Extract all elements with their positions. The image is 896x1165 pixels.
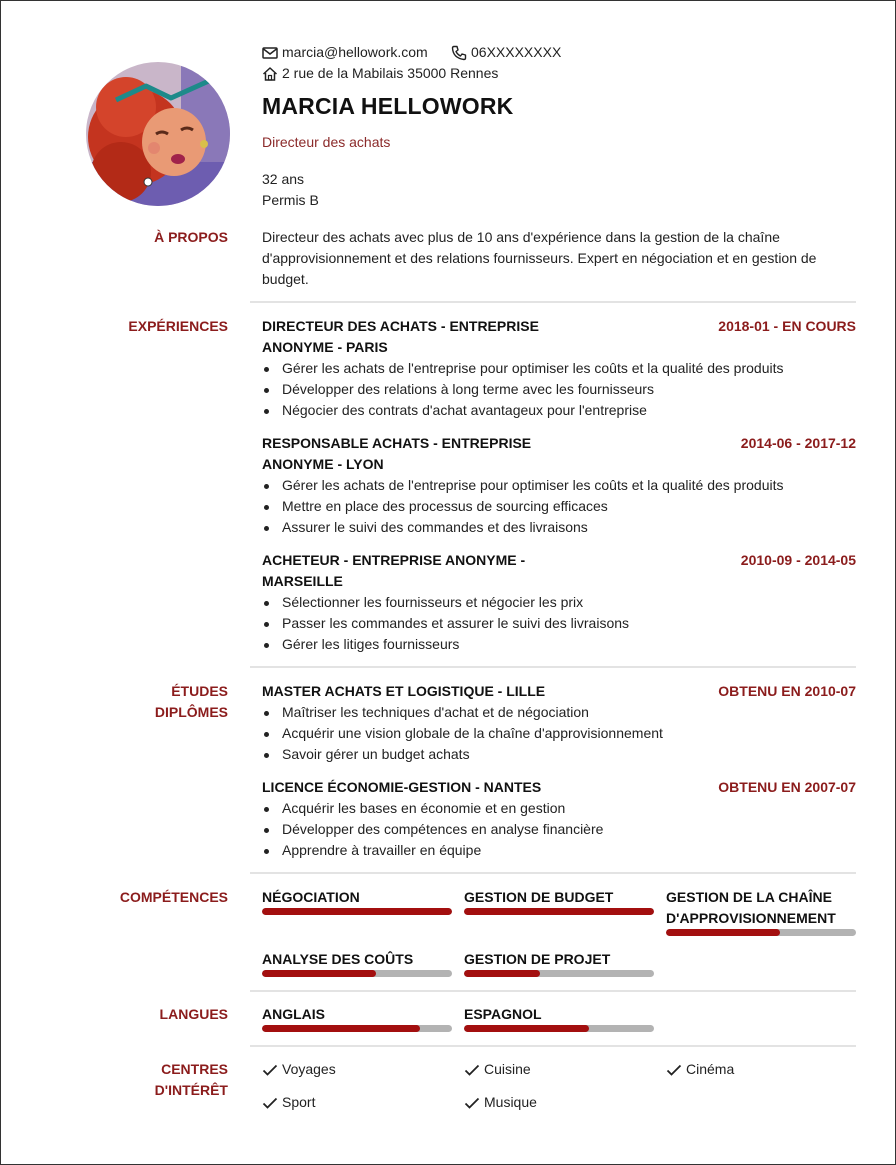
- skill-name-line: D'APPROVISIONNEMENT: [666, 910, 836, 926]
- skill-name: [666, 887, 836, 929]
- education-item: [262, 681, 856, 765]
- language-level-fill: [464, 1025, 589, 1032]
- language-level-fill: [262, 1025, 420, 1032]
- list-item: Mettre en place des processus de sourcing efficaces: [262, 496, 856, 517]
- about-line: d'approvisionnement et des relations fournisseurs. Expert en négociation et en gestion de: [262, 250, 817, 266]
- list-item: Savoir gérer un budget achats: [262, 744, 856, 765]
- avatar: [86, 62, 230, 206]
- section-label-experiences: EXPÉRIENCES: [128, 318, 228, 334]
- education-item: [262, 777, 856, 861]
- divider: [250, 301, 856, 303]
- list-item: Apprendre à travailler en équipe: [262, 840, 856, 861]
- contact-email[interactable]: marcia@hellowork.com: [282, 44, 428, 60]
- about-line: Directeur des achats avec plus de 10 ans d'expérience dans la gestion de la chaîne: [262, 229, 780, 245]
- section-label-skills: COMPÉTENCES: [119, 889, 228, 905]
- section-label-about: À PROPOS: [154, 229, 228, 245]
- experience-title: ANONYME - PARIS: [262, 339, 388, 355]
- skill-name: GESTION DE PROJET: [464, 951, 611, 967]
- experience-tasks: [262, 592, 856, 655]
- section-label-line: DIPLÔMES: [154, 704, 228, 720]
- language-level-bar: [262, 1025, 452, 1032]
- education-date: OBTENU EN 2007-07: [718, 779, 856, 795]
- section-label-line: CENTRES: [161, 1061, 228, 1077]
- list-item: Assurer le suivi des commandes et des livraisons: [262, 517, 856, 538]
- language-name: ANGLAIS: [262, 1006, 325, 1022]
- driving-license: Permis B: [262, 192, 319, 208]
- checkmark-icon: [464, 1063, 480, 1077]
- interest-item: [464, 1059, 531, 1080]
- list-item: Passer les commandes et assurer le suivi des livraisons: [262, 613, 856, 634]
- experience-title: RESPONSABLE ACHATS - ENTREPRISE: [262, 435, 532, 451]
- contact-address-row: [262, 63, 498, 84]
- list-item: Acquérir une vision globale de la chaîne d'approvisionnement: [262, 723, 856, 744]
- list-item: Gérer les achats de l'entreprise pour optimiser les coûts et la qualité des produits: [262, 358, 856, 379]
- skill-name: ANALYSE DES COÛTS: [262, 951, 414, 967]
- skill-name: GESTION DE BUDGET: [464, 889, 614, 905]
- experience-title: ANONYME - LYON: [262, 456, 384, 472]
- age: 32 ans: [262, 171, 305, 187]
- interest-item: [666, 1059, 734, 1080]
- experience-item: [262, 316, 856, 421]
- interest-item: [262, 1092, 315, 1113]
- list-item: Gérer les litiges fournisseurs: [262, 634, 856, 655]
- section-label-languages: LANGUES: [159, 1006, 228, 1022]
- contact-email-row: [262, 42, 428, 63]
- section-label-education: [155, 681, 228, 723]
- skill-level-fill: [464, 970, 540, 977]
- skill-level-fill: [666, 929, 780, 936]
- experience-item: [262, 550, 856, 655]
- skill-level-fill: [262, 908, 452, 915]
- list-item: Acquérir les bases en économie et en gestion: [262, 798, 856, 819]
- about-line: budget.: [262, 271, 309, 287]
- language-name: ESPAGNOL: [464, 1006, 542, 1022]
- skill-level-bar: [262, 970, 452, 977]
- language-level-bar: [464, 1025, 654, 1032]
- list-item: Négocier des contrats d'achat avantageux pour l'entreprise: [262, 400, 856, 421]
- experience-tasks: [262, 358, 856, 421]
- skill-level-bar: [464, 970, 654, 977]
- about-text: [262, 227, 862, 290]
- checkmark-icon: [666, 1063, 682, 1077]
- education-details: [262, 702, 856, 765]
- education-title: LICENCE ÉCONOMIE-GESTION - NANTES: [262, 779, 542, 795]
- envelope-icon: [262, 46, 278, 60]
- skill-level-fill: [262, 970, 376, 977]
- phone-icon: [451, 45, 467, 61]
- job-title: Directeur des achats: [262, 134, 391, 150]
- skill-name-line: GESTION DE LA CHAÎNE: [666, 889, 832, 905]
- divider: [250, 872, 856, 874]
- section-label-line: ÉTUDES: [171, 683, 228, 699]
- list-item: Sélectionner les fournisseurs et négocier les prix: [262, 592, 856, 613]
- experience-date: 2010-09 - 2014-05: [740, 552, 856, 568]
- list-item: Développer des compétences en analyse financière: [262, 819, 856, 840]
- candidate-name: MARCIA HELLOWORK: [262, 93, 514, 119]
- skill-level-bar: [666, 929, 856, 936]
- interest-label: Voyages: [282, 1061, 336, 1077]
- experience-title: DIRECTEUR DES ACHATS - ENTREPRISE: [262, 318, 539, 334]
- list-item: Développer des relations à long terme avec les fournisseurs: [262, 379, 856, 400]
- skill-level-fill: [464, 908, 654, 915]
- home-icon: [262, 66, 278, 82]
- list-item: Maîtriser les techniques d'achat et de négociation: [262, 702, 856, 723]
- education-details: [262, 798, 856, 861]
- experience-date: 2018-01 - EN COURS: [718, 318, 856, 334]
- interest-label: Sport: [282, 1094, 316, 1110]
- education-title: MASTER ACHATS ET LOGISTIQUE - LILLE: [262, 683, 546, 699]
- experience-title: MARSEILLE: [262, 573, 343, 589]
- checkmark-icon: [464, 1096, 480, 1110]
- experience-date: 2014-06 - 2017-12: [740, 435, 856, 451]
- list-item: Gérer les achats de l'entreprise pour optimiser les coûts et la qualité des produits: [262, 475, 856, 496]
- divider: [250, 1045, 856, 1047]
- checkmark-icon: [262, 1063, 278, 1077]
- interest-label: Cinéma: [686, 1061, 735, 1077]
- section-label-line: D'INTÉRÊT: [154, 1082, 228, 1098]
- skill-name: NÉGOCIATION: [262, 889, 360, 905]
- contact-phone[interactable]: 06XXXXXXXX: [471, 44, 562, 60]
- education-date: OBTENU EN 2010-07: [718, 683, 856, 699]
- interest-label: Cuisine: [484, 1061, 531, 1077]
- checkmark-icon: [262, 1096, 278, 1110]
- interest-item: [464, 1092, 537, 1113]
- experience-title: ACHETEUR - ENTREPRISE ANONYME -: [262, 552, 526, 568]
- skill-level-bar: [262, 908, 452, 915]
- skill-level-bar: [464, 908, 654, 915]
- contact-address: 2 rue de la Mabilais 35000 Rennes: [282, 65, 499, 81]
- interest-item: [262, 1059, 336, 1080]
- interest-label: Musique: [484, 1094, 537, 1110]
- divider: [250, 990, 856, 992]
- section-label-interests: [155, 1059, 228, 1101]
- divider: [250, 666, 856, 668]
- contact-phone-row: [451, 42, 561, 63]
- experience-tasks: [262, 475, 856, 538]
- experience-item: [262, 433, 856, 538]
